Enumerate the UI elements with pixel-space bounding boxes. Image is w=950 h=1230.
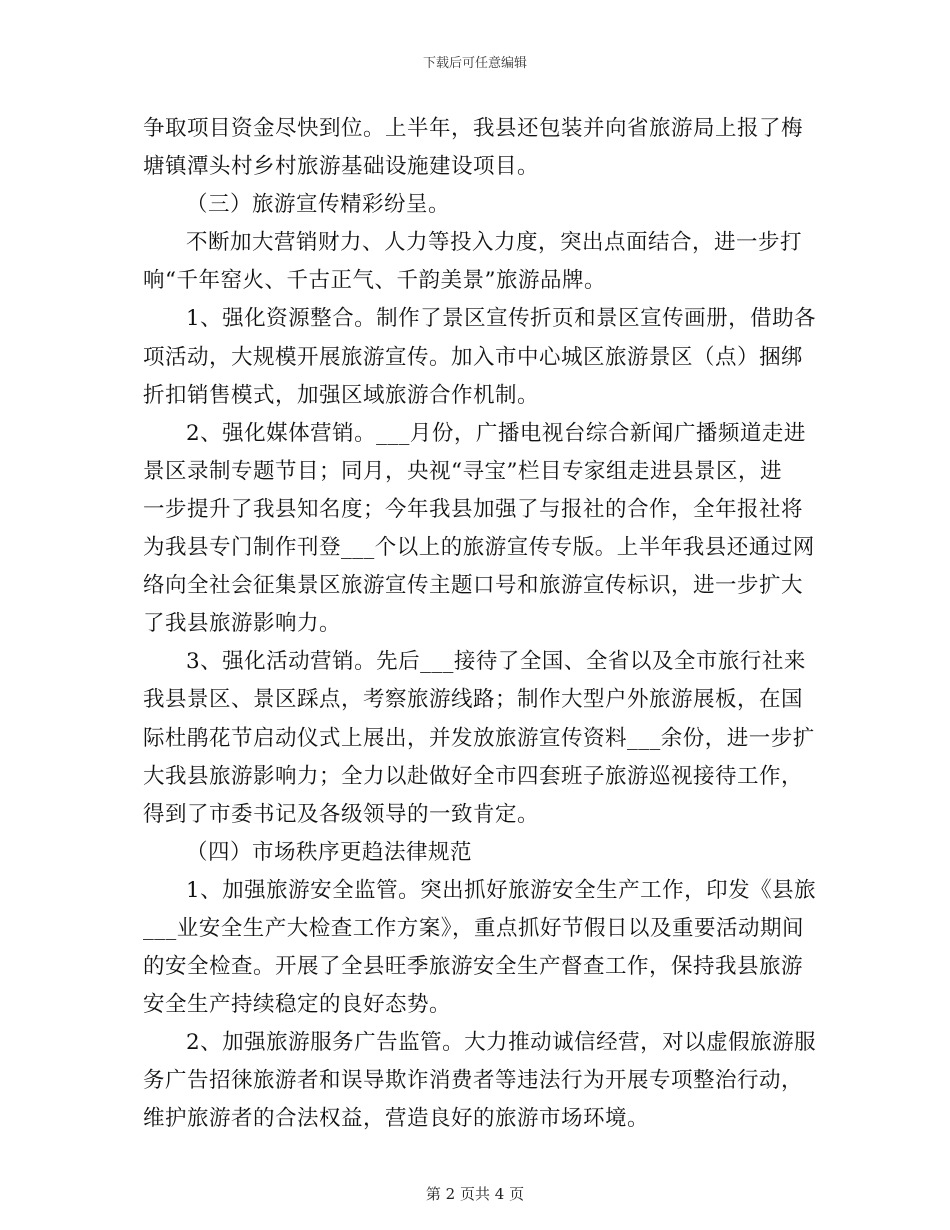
section-heading: （四）市场秩序更趋法律规范 — [186, 839, 473, 865]
body-line: 大我县旅游影响力；全力以赴做好全市四套班子旅游巡视接待工作， — [143, 763, 804, 789]
body-line: 我县景区、景区踩点，考察旅游线路；制作大型户外旅游展板，在国 — [143, 687, 804, 713]
body-line: 安全生产持续稳定的良好态势。 — [143, 992, 452, 1018]
paragraph-start-line: 3、强化活动营销。先后___接待了全国、全省以及全市旅行社来 — [186, 649, 806, 675]
document-body — [143, 110, 817, 1139]
body-line: 折扣销售模式，加强区域旅游合作机制。 — [143, 382, 540, 408]
body-line: 际杜鹃花节启动仪式上展出，并发放旅游宣传资料___余份，进一步扩 — [143, 725, 815, 751]
body-line: 了我县旅游影响力。 — [143, 611, 342, 637]
body-line: 一步提升了我县知名度；今年我县加强了与报社的合作，全年报社将 — [143, 496, 804, 522]
body-line: 维护旅游者的合法权益，营造良好的旅游市场环境。 — [143, 1106, 650, 1132]
body-line: 景区录制专题节目；同月，央视“寻宝”栏目专家组走进县景区，进 — [143, 458, 782, 484]
body-line: ___业安全生产大检查工作方案》，重点抓好节假日以及重要活动期间 — [143, 915, 805, 941]
body-line: 项活动，大规模开展旅游宣传。加入市中心城区旅游景区（点）捆绑 — [143, 344, 804, 370]
paragraph-start-line: 不断加大营销财力、人力等投入力度，突出点面结合，进一步打 — [186, 230, 803, 256]
page-header: 下载后可任意编辑 — [422, 56, 527, 71]
body-line: 塘镇潭头村乡村旅游基础设施建设项目。 — [143, 154, 540, 180]
paragraph-start-line: 2、加强旅游服务广告监管。大力推动诚信经营，对以虚假旅游服 — [186, 1030, 817, 1056]
body-line: 争取项目资金尽快到位。上半年，我县还包装并向省旅游局上报了梅 — [143, 116, 804, 141]
paragraph-start-line: 1、强化资源整合。制作了景区宣传折页和景区宣传画册，借助各 — [186, 306, 817, 332]
body-line: 络向全社会征集景区旅游宣传主题口号和旅游宣传标识，进一步扩大 — [143, 573, 804, 599]
body-line: 响“千年窑火、千古正气、千韵美景”旅游品牌。 — [143, 268, 606, 294]
body-line: 务广告招徕旅游者和误导欺诈消费者等违法行为开展专项整治行动， — [143, 1068, 804, 1094]
section-heading: （三）旅游宣传精彩纷呈。 — [186, 192, 451, 218]
paragraph-start-line: 1、加强旅游安全监管。突出抓好旅游安全生产工作，印发《县旅 — [186, 877, 817, 903]
body-line: 的安全检查。开展了全县旺季旅游安全生产督查工作，保持我县旅游 — [143, 954, 804, 980]
body-line: 为我县专门制作刊登___个以上的旅游宣传专版。上半年我县还通过网 — [143, 535, 815, 561]
body-line: 得到了市委书记及各级领导的一致肯定。 — [143, 801, 540, 827]
page-number-footer: 第 2 页共 4 页 — [425, 1185, 525, 1203]
paragraph-start-line: 2、强化媒体营销。___月份，广播电视台综合新闻广播频道走进 — [186, 420, 806, 446]
